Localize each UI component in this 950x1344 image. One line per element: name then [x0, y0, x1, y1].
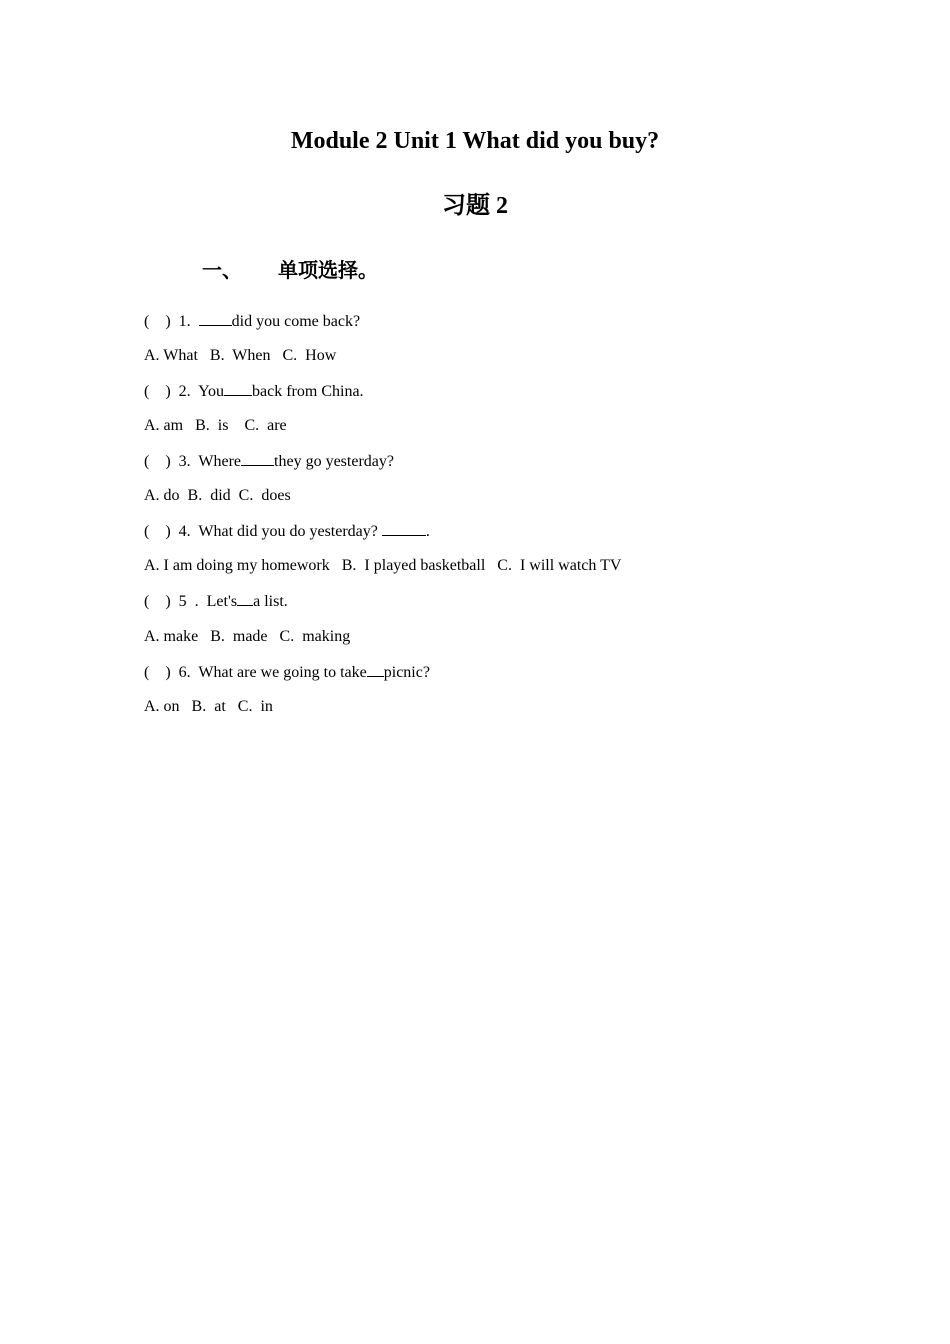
question-5: ( ) 5 . Let's a list. — [144, 593, 288, 610]
question-prefix: ( ) 4. — [144, 523, 199, 540]
question-prefix: ( ) 5 . — [144, 593, 207, 610]
question-3-options: A. do B. did C. does — [144, 487, 291, 504]
answer-blank — [382, 521, 426, 536]
section-heading — [202, 257, 378, 285]
question-6-options: A. on B. at C. in — [144, 698, 273, 715]
page-title: Module 2 Unit 1 What did you buy? — [290, 128, 660, 154]
answer-blank — [199, 311, 232, 326]
answer-blank — [224, 381, 252, 396]
section-number: 一、 — [202, 260, 242, 282]
question-prefix: ( ) 1. — [144, 313, 199, 330]
question-2: ( ) 2. You back from China. — [144, 383, 364, 400]
question-1: ( ) 1. did you come back? — [144, 313, 361, 330]
question-1-options: A. What B. When C. How — [144, 347, 337, 364]
question-2-options: A. am B. is C. are — [144, 417, 287, 434]
answer-blank — [367, 662, 384, 677]
question-4-options: A. I am doing my homework B. I played basketball C. I will watch TV — [144, 557, 622, 574]
question-6: ( ) 6. What are we going to take picnic? — [144, 664, 430, 681]
question-prefix: ( ) 6. — [144, 664, 199, 681]
answer-blank — [237, 591, 253, 606]
answer-blank — [241, 451, 274, 466]
question-prefix: ( ) 3. — [144, 453, 199, 470]
section-title: 单项选择。 — [278, 260, 378, 282]
page-subtitle: 习题 2 — [442, 193, 508, 219]
question-prefix: ( ) 2. — [144, 383, 199, 400]
question-5-options: A. make B. made C. making — [144, 628, 351, 645]
question-4: ( ) 4. What did you do yesterday? . — [144, 523, 430, 540]
question-3: ( ) 3. Where they go yesterday? — [144, 453, 394, 470]
